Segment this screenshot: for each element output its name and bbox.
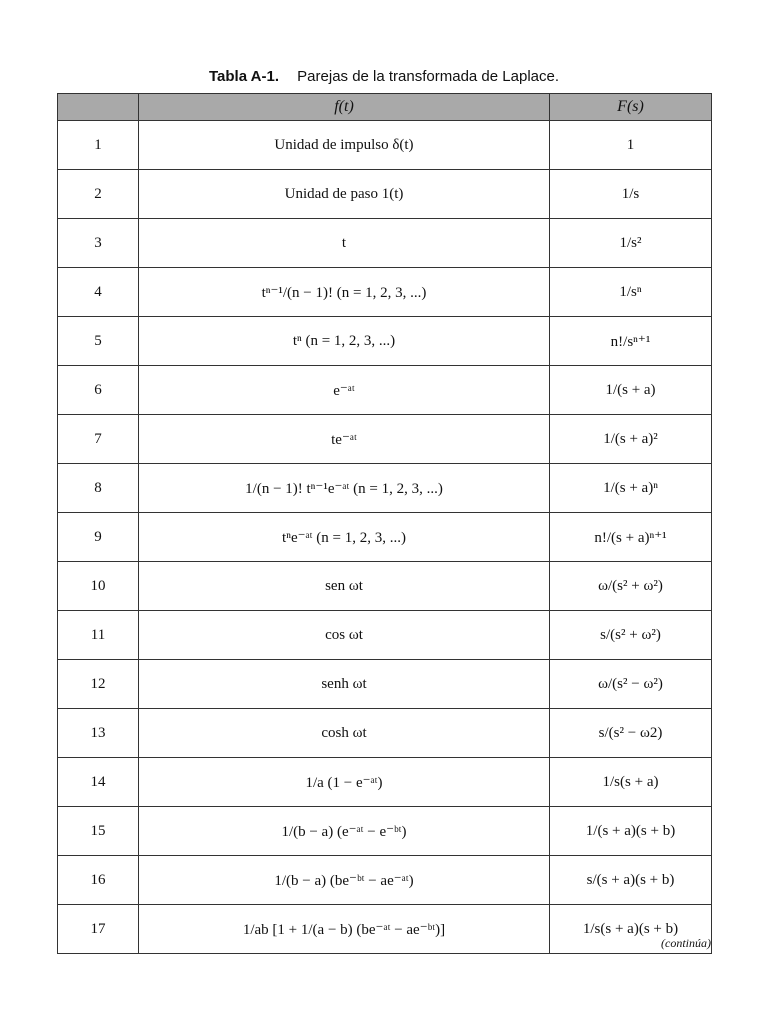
laplace-transform: 1/sⁿ xyxy=(619,283,642,300)
time-function: sen ωt xyxy=(325,577,363,594)
header-F: F(s) xyxy=(550,94,712,121)
caption-label: Tabla A-1. xyxy=(208,68,279,85)
row-number: 6 xyxy=(58,366,139,415)
table-body xyxy=(58,121,712,954)
time-function: tⁿe⁻ᵃᵗ (n = 1, 2, 3, ...) xyxy=(282,529,406,546)
laplace-transform: 1 xyxy=(626,136,635,153)
table-row xyxy=(58,366,712,415)
table-caption xyxy=(0,68,768,85)
table-row xyxy=(58,611,712,660)
time-function: cos ωt xyxy=(325,626,363,643)
table-row xyxy=(58,856,712,905)
laplace-transform: s/(s + a)(s + b) xyxy=(586,871,675,888)
laplace-transform: 1/(s + a)² xyxy=(603,430,658,447)
row-number: 7 xyxy=(58,415,139,464)
laplace-transform: 1/s xyxy=(621,185,640,202)
laplace-transform: 1/(s + a)(s + b) xyxy=(585,822,676,839)
table-row xyxy=(58,513,712,562)
laplace-transform: n!/(s + a)ⁿ⁺¹ xyxy=(594,529,667,546)
laplace-transform: 1/(s + a)ⁿ xyxy=(603,479,658,496)
laplace-table xyxy=(57,93,712,954)
row-number: 17 xyxy=(58,905,139,954)
table-row xyxy=(58,415,712,464)
row-number: 13 xyxy=(58,709,139,758)
table-row xyxy=(58,709,712,758)
time-function: t xyxy=(341,234,347,251)
row-number: 5 xyxy=(58,317,139,366)
time-function: 1/(b − a) (be⁻ᵇᵗ − ae⁻ᵃᵗ) xyxy=(274,872,414,889)
row-number: 3 xyxy=(58,219,139,268)
table-row xyxy=(58,905,712,954)
time-function: te⁻ᵃᵗ xyxy=(331,431,357,448)
row-number: 2 xyxy=(58,170,139,219)
table-row xyxy=(58,317,712,366)
laplace-transform: 1/s(s + a)(s + b) xyxy=(582,920,679,937)
time-function: e⁻ᵃᵗ xyxy=(333,382,355,399)
row-number: 12 xyxy=(58,660,139,709)
table-row xyxy=(58,219,712,268)
time-function: 1/ab [1 + 1/(a − b) (be⁻ᵃᵗ − ae⁻ᵇᵗ)] xyxy=(242,921,446,938)
laplace-transform: s/(s² + ω²) xyxy=(600,626,661,643)
table-row xyxy=(58,562,712,611)
continued-note: (continúa) xyxy=(661,936,711,950)
table-row xyxy=(58,268,712,317)
row-number: 11 xyxy=(58,611,139,660)
laplace-transform: 1/s(s + a) xyxy=(602,773,659,790)
row-number: 4 xyxy=(58,268,139,317)
laplace-transform: ω/(s² − ω²) xyxy=(598,675,663,692)
row-number: 16 xyxy=(58,856,139,905)
time-function: Unidad de paso 1(t) xyxy=(284,185,404,202)
table-row xyxy=(58,121,712,170)
row-number: 10 xyxy=(58,562,139,611)
laplace-transform: s/(s² − ω2) xyxy=(598,724,663,741)
time-function: Unidad de impulso δ(t) xyxy=(274,136,414,153)
row-number: 1 xyxy=(58,121,139,170)
time-function: 1/(n − 1)! tⁿ⁻¹e⁻ᵃᵗ (n = 1, 2, 3, ...) xyxy=(245,480,443,497)
caption-text: Parejas de la transformada de Laplace. xyxy=(297,68,559,85)
row-number: 14 xyxy=(58,758,139,807)
row-number: 9 xyxy=(58,513,139,562)
time-function: 1/a (1 − e⁻ᵃᵗ) xyxy=(305,774,383,791)
time-function: tⁿ (n = 1, 2, 3, ...) xyxy=(292,332,396,349)
laplace-transform: ω/(s² + ω²) xyxy=(598,577,663,594)
time-function: 1/(b − a) (e⁻ᵃᵗ − e⁻ᵇᵗ) xyxy=(281,823,407,840)
header-num xyxy=(58,94,139,121)
laplace-transform: n!/sⁿ⁺¹ xyxy=(610,333,651,350)
table-row xyxy=(58,464,712,513)
row-number: 15 xyxy=(58,807,139,856)
header-row xyxy=(58,94,712,121)
row-number: 8 xyxy=(58,464,139,513)
time-function: tⁿ⁻¹/(n − 1)! (n = 1, 2, 3, ...) xyxy=(261,284,427,301)
laplace-transform: 1/(s + a) xyxy=(605,381,656,398)
table-row xyxy=(58,170,712,219)
time-function: cosh ωt xyxy=(321,724,367,741)
table-row xyxy=(58,758,712,807)
header-f: f(t) xyxy=(139,94,550,121)
table-row xyxy=(58,660,712,709)
laplace-transform: 1/s² xyxy=(619,234,642,251)
time-function: senh ωt xyxy=(321,675,367,692)
table-row xyxy=(58,807,712,856)
